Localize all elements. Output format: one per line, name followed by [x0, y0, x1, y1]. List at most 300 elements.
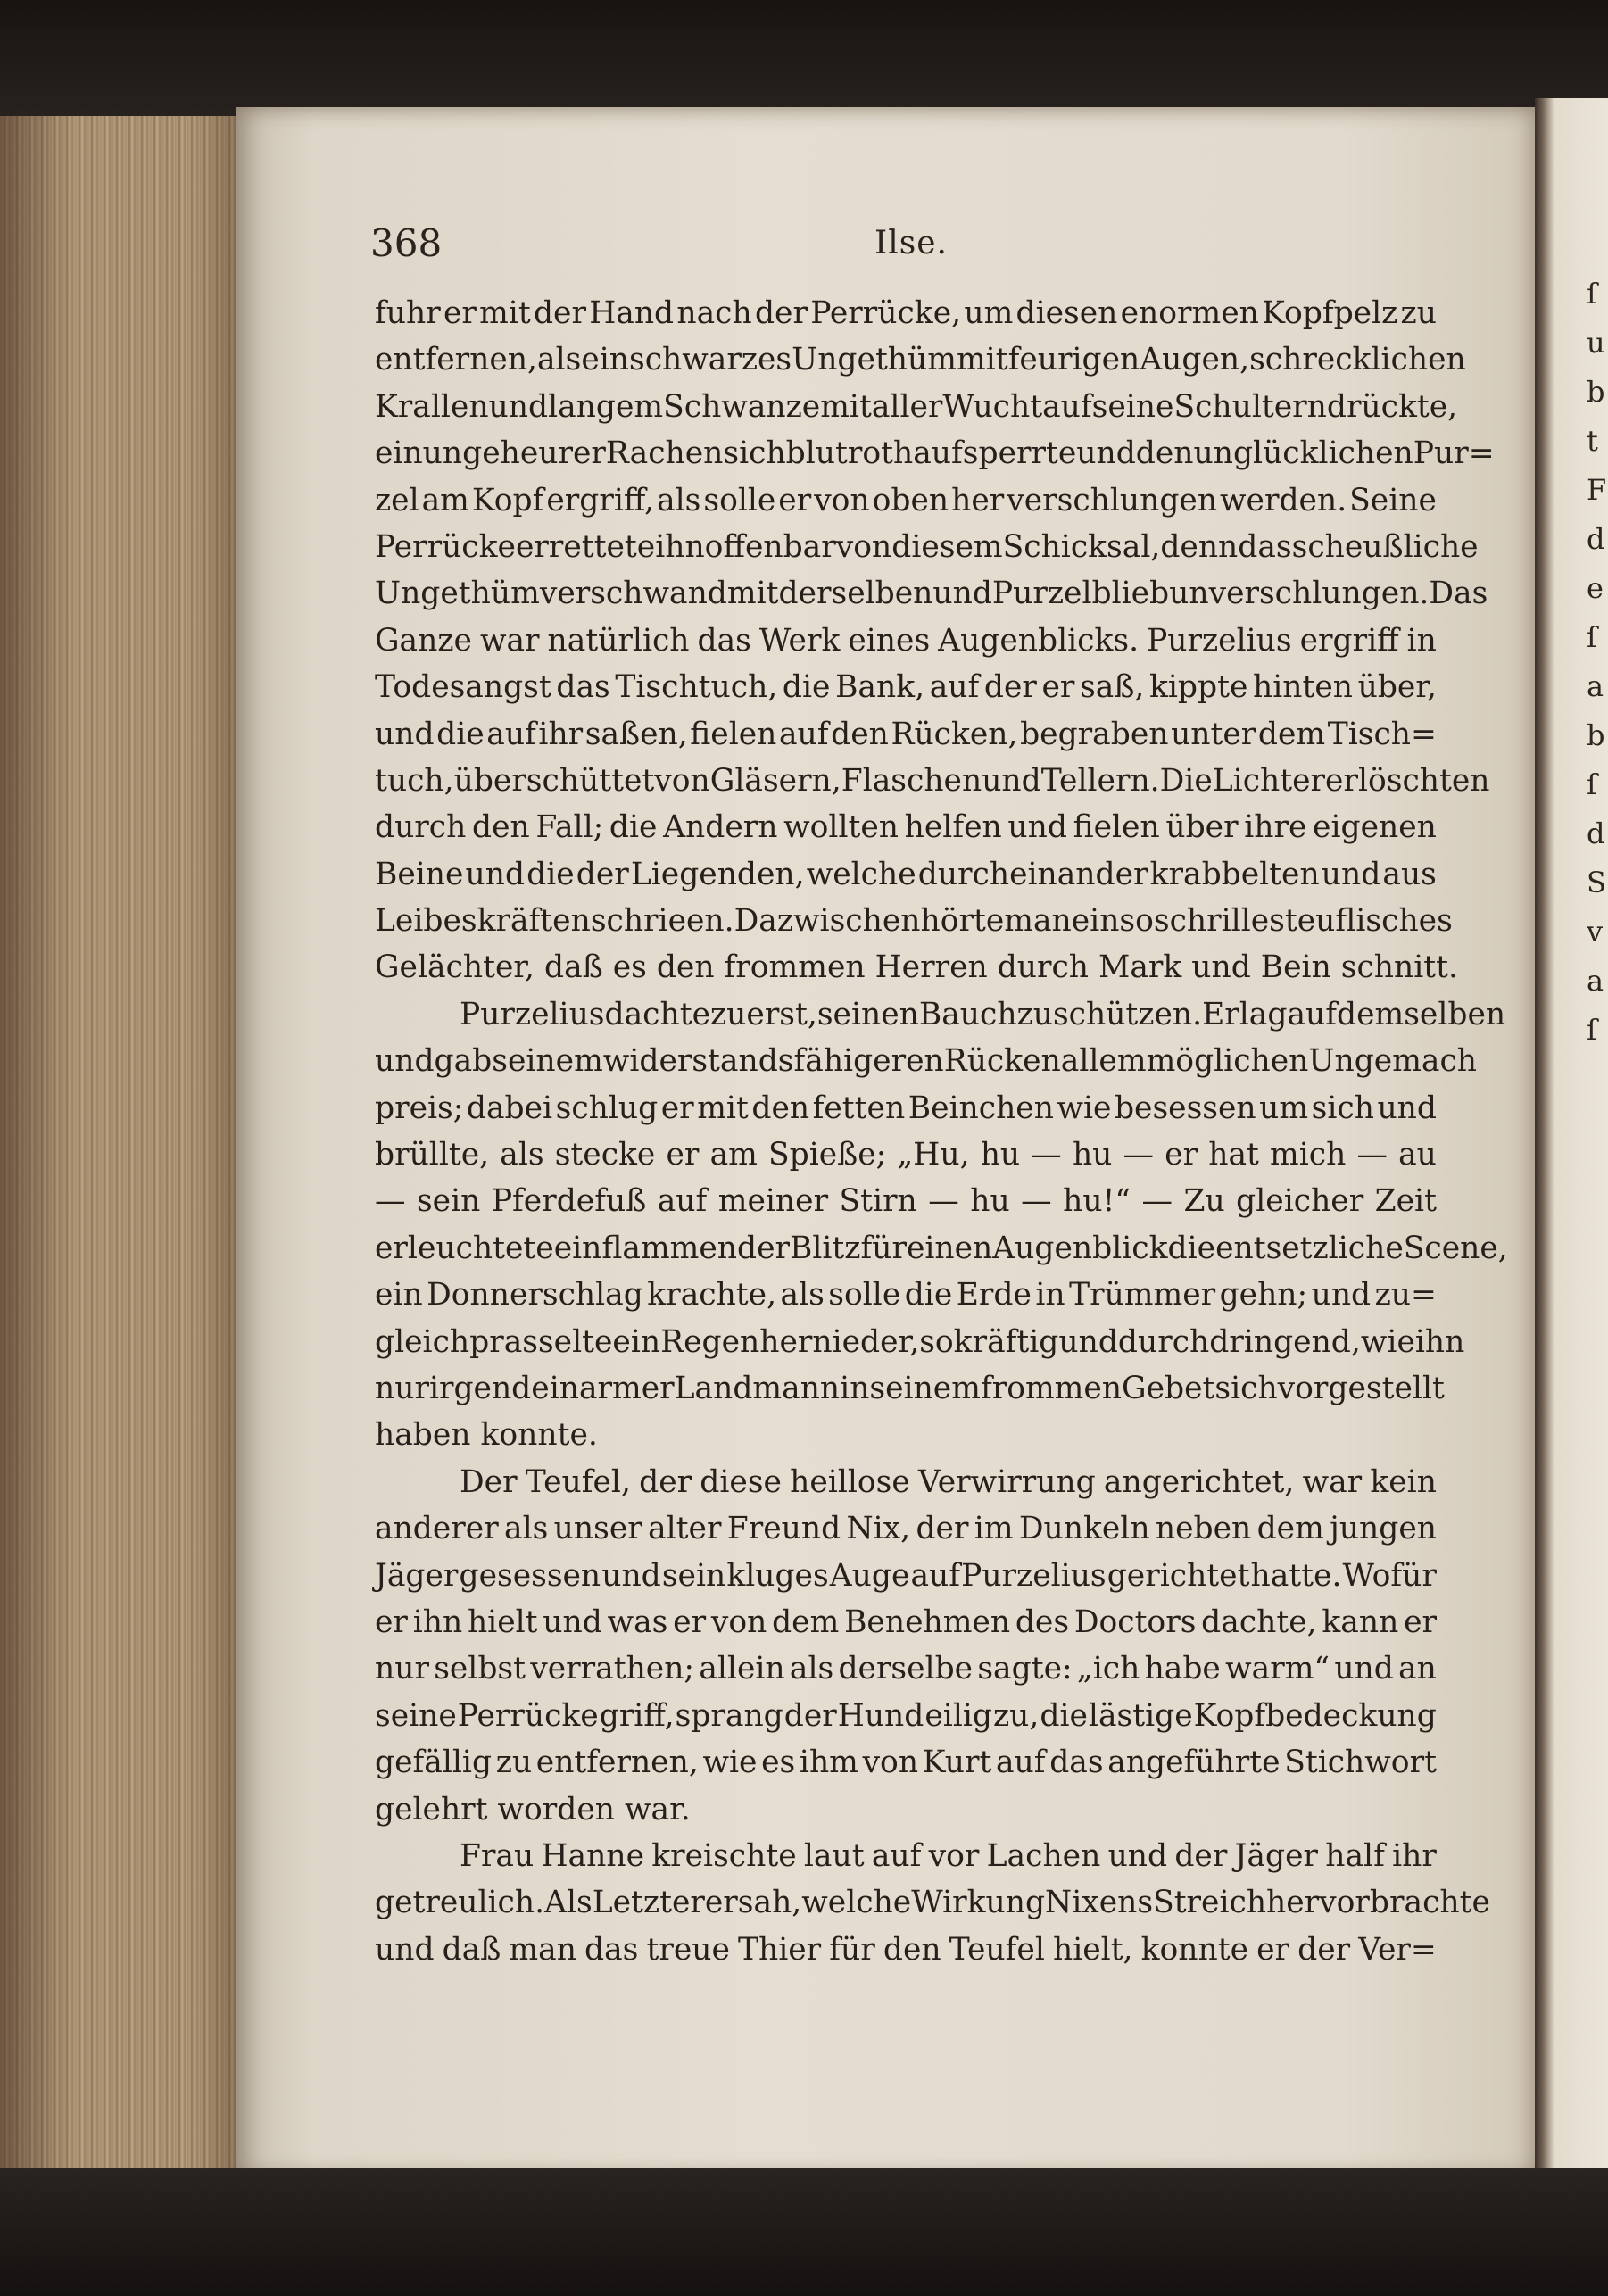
word: gab	[434, 1043, 493, 1080]
word: allein	[699, 1651, 785, 1687]
body-text	[375, 290, 1508, 1973]
word: gerichtet	[1107, 1557, 1250, 1594]
word: der	[754, 295, 808, 331]
word: Kurt	[922, 1745, 992, 1781]
word: er	[443, 295, 477, 331]
word: gesessen	[459, 1557, 601, 1594]
word: als	[657, 482, 701, 518]
word: Todesangst	[375, 669, 551, 706]
word: irgend	[428, 1370, 532, 1406]
word: Jäger	[1234, 1837, 1318, 1874]
word: im	[974, 1511, 1014, 1547]
word: seinem	[869, 1370, 981, 1406]
text-line	[375, 524, 1479, 570]
word: zu	[1400, 295, 1437, 331]
word: von	[814, 482, 870, 518]
word: und	[375, 1931, 435, 1968]
word: Streich	[1153, 1885, 1267, 1921]
word: Letzterer	[592, 1885, 738, 1921]
word: warm“	[1225, 1651, 1330, 1687]
word: Purzelius	[961, 1557, 1107, 1594]
word: Wucht	[942, 388, 1043, 425]
word: au	[1398, 1137, 1437, 1173]
word: helfen	[904, 809, 1002, 846]
word: es	[761, 1745, 796, 1781]
word: diesem	[891, 528, 1003, 565]
word: entsetzliche	[1215, 1230, 1404, 1266]
word: und	[375, 716, 435, 752]
word: armer	[578, 1370, 675, 1406]
word: um	[1259, 1090, 1309, 1126]
word: mit	[956, 342, 1008, 378]
word: mit	[479, 295, 531, 331]
text-line	[375, 1879, 1490, 1926]
text-line	[375, 664, 1437, 710]
word: Frau	[460, 1837, 535, 1874]
word: die	[609, 809, 658, 846]
word: er	[778, 482, 812, 518]
word: schlug	[555, 1090, 659, 1126]
text-line	[375, 898, 1453, 944]
word: in	[1406, 622, 1437, 659]
word: Tellern.	[1040, 762, 1160, 799]
word: Dunkeln	[1018, 1511, 1150, 1547]
word: mit	[820, 388, 872, 425]
word: griff,	[599, 1697, 675, 1734]
word: mit	[726, 576, 779, 612]
word: ein	[531, 1370, 579, 1406]
text-line	[375, 1739, 1437, 1786]
text-line	[375, 430, 1495, 477]
word: hernieder,	[759, 1323, 920, 1360]
word: Beinchen	[908, 1090, 1054, 1126]
word: Mark	[1098, 949, 1192, 986]
word: Bein	[1260, 949, 1341, 986]
word: den	[656, 949, 725, 986]
word: enormen	[1120, 295, 1259, 331]
word: Augen,	[1140, 342, 1250, 378]
word: Bank,	[835, 669, 925, 706]
word: die	[526, 856, 575, 892]
word: Der	[460, 1463, 518, 1500]
word: Augenblicks.	[938, 622, 1140, 659]
word: war	[1302, 1463, 1363, 1500]
word: neben	[1155, 1511, 1252, 1547]
word: Beine	[375, 856, 464, 892]
word: der	[916, 1511, 969, 1547]
word: und	[1007, 809, 1067, 846]
word: und	[1191, 949, 1261, 986]
word: hervorbrachte	[1266, 1885, 1490, 1921]
word: „Hu,	[897, 1137, 970, 1173]
text-line	[375, 1038, 1478, 1084]
word: schnitt.	[1340, 949, 1458, 986]
word: Rücken,	[891, 716, 1018, 752]
word: ein	[553, 1230, 602, 1266]
word: ergriff,	[546, 482, 655, 518]
facing-page-fragment: e	[1587, 571, 1604, 605]
word: in	[840, 1370, 870, 1406]
word: als	[789, 1651, 834, 1687]
word: schwarzes	[629, 342, 792, 378]
word: auf	[486, 716, 536, 752]
word: meiner	[717, 1183, 829, 1220]
word: auf	[778, 716, 829, 752]
word: Pferdefuß	[491, 1183, 647, 1220]
word: über,	[1357, 669, 1437, 706]
word: so	[919, 1323, 954, 1360]
word: er	[375, 1604, 408, 1640]
facing-page-fragment: b	[1587, 375, 1605, 409]
word: Hanne	[541, 1837, 644, 1874]
word: kein	[1370, 1463, 1437, 1500]
word: ihr	[538, 716, 584, 752]
word: Augenblick	[992, 1230, 1168, 1266]
word: über	[1165, 809, 1239, 846]
word: ihm	[799, 1745, 858, 1781]
word: des	[1015, 1604, 1070, 1640]
word: Seine	[1349, 482, 1437, 518]
word: unser	[553, 1511, 642, 1547]
word: zu	[1016, 996, 1053, 1032]
word: als	[500, 1137, 544, 1173]
facing-page-fragment: b	[1587, 718, 1605, 752]
word: in	[1035, 1277, 1065, 1314]
word: Zu	[1183, 1183, 1225, 1220]
word: schrecklichen	[1249, 342, 1466, 378]
word: treue	[646, 1931, 730, 1968]
text-line	[375, 711, 1437, 758]
text-line	[375, 1225, 1508, 1272]
word: gleicher	[1236, 1183, 1364, 1220]
word: Ver=	[1358, 1931, 1437, 1968]
word: besessen	[1114, 1090, 1256, 1126]
word: der	[639, 1463, 692, 1500]
word: an	[1398, 1651, 1437, 1687]
word: eigenen	[1313, 809, 1437, 846]
word: einen	[906, 1230, 993, 1266]
word: das	[697, 622, 751, 659]
word: war	[479, 622, 540, 659]
word: wollten	[783, 809, 899, 846]
word: Gläsern,	[709, 762, 841, 799]
word: der	[1297, 1931, 1351, 1968]
word: auf	[1287, 996, 1337, 1032]
word: welche	[801, 1885, 912, 1921]
word: er	[1041, 669, 1075, 706]
word: Leibeskräften	[375, 903, 591, 940]
word: sah,	[737, 1885, 802, 1921]
word: Purzelius	[460, 996, 605, 1032]
word: unter	[1171, 716, 1256, 752]
facing-page	[1535, 98, 1608, 2186]
word: auf	[871, 1837, 922, 1874]
word: die	[1167, 1230, 1216, 1266]
word: und	[1107, 1837, 1168, 1874]
word: angeführte	[1107, 1745, 1281, 1781]
word: dachte	[604, 996, 710, 1032]
text-line	[375, 1786, 1437, 1833]
word: oben	[872, 482, 949, 518]
word: ungeheurer	[422, 435, 606, 472]
word: sprang	[675, 1697, 783, 1734]
word: ihn	[655, 528, 705, 565]
word: Teufel,	[525, 1463, 631, 1500]
word: saßen,	[584, 716, 688, 752]
word: durcheinander	[917, 856, 1148, 892]
word: habe	[1144, 1651, 1221, 1687]
word: von	[710, 1604, 767, 1640]
word: Nixens	[1045, 1885, 1154, 1921]
text-line	[375, 1085, 1437, 1131]
word: errettete	[515, 528, 656, 565]
word: Landmann	[674, 1370, 841, 1406]
word: und	[1058, 1323, 1118, 1360]
word: krabbelten	[1149, 856, 1320, 892]
word: Scene,	[1403, 1230, 1508, 1266]
word: —	[1123, 1137, 1155, 1173]
word: worden	[497, 1791, 625, 1828]
text-line	[375, 851, 1437, 898]
word: daß	[544, 949, 613, 986]
word: und	[543, 1604, 602, 1640]
word: hu!“	[1063, 1183, 1131, 1220]
word: gleich	[375, 1323, 470, 1360]
word: von	[835, 528, 892, 565]
word: solle	[828, 1277, 901, 1314]
word: Regen	[660, 1323, 760, 1360]
text-line	[375, 1645, 1437, 1692]
word: prasselte	[469, 1323, 613, 1360]
word: Freund	[726, 1511, 841, 1547]
word: das	[556, 669, 610, 706]
word: Gelächter,	[375, 949, 545, 986]
facing-page-fragment: v	[1587, 915, 1604, 949]
facing-page-fragment: ſ	[1587, 277, 1597, 311]
word: durchdringend,	[1117, 1323, 1361, 1360]
word: verschlungen	[1007, 482, 1218, 518]
word: Thier	[738, 1931, 822, 1968]
word: hörte	[920, 903, 1005, 940]
word: das	[1238, 528, 1292, 565]
word: den	[831, 716, 889, 752]
word: Verwirrung	[917, 1463, 1096, 1500]
word: Schicksal,	[1002, 528, 1161, 565]
word: frommen	[980, 1370, 1123, 1406]
word: man	[1004, 903, 1072, 940]
word: Ungethüm	[792, 342, 957, 378]
word: Lachen	[986, 1837, 1101, 1874]
word: konnte	[1140, 1931, 1249, 1968]
text-line	[375, 290, 1437, 336]
text-line	[375, 618, 1437, 664]
word: lästige	[1088, 1697, 1193, 1734]
word: war.	[624, 1791, 691, 1828]
word: denn	[1160, 528, 1239, 565]
word: und	[932, 576, 992, 612]
word: Kopfbedeckung	[1193, 1697, 1437, 1734]
word: hielt	[467, 1604, 538, 1640]
word: Wofür	[1342, 1557, 1437, 1594]
text-line	[375, 1272, 1437, 1318]
word: derselben	[778, 576, 933, 612]
word: diese	[700, 1463, 782, 1500]
word: zu,	[992, 1697, 1040, 1734]
word: gehn;	[1219, 1277, 1308, 1314]
word: —	[375, 1183, 406, 1220]
word: Perrücke	[375, 528, 516, 565]
text-line	[375, 1178, 1437, 1224]
word: Stirn	[839, 1183, 917, 1220]
word: dachte,	[1201, 1604, 1317, 1640]
word: natürlich	[547, 622, 690, 659]
word: der	[783, 1697, 837, 1734]
word: haben	[375, 1417, 481, 1454]
text-line	[375, 944, 1458, 991]
word: nur	[375, 1651, 429, 1687]
word: seine	[375, 1697, 457, 1734]
word: möglichen	[1146, 1043, 1309, 1080]
facing-page-fragment: a	[1587, 669, 1604, 703]
word: Krallen	[375, 388, 489, 425]
word: ein	[375, 1277, 423, 1314]
word: derselbe	[838, 1651, 974, 1687]
word: als	[504, 1511, 549, 1547]
word: und	[1377, 1090, 1437, 1126]
word: —	[1031, 1137, 1062, 1173]
word: kann	[1322, 1604, 1399, 1640]
word: vorgestellt	[1277, 1370, 1445, 1406]
word: brüllte,	[375, 1137, 490, 1173]
word: Bauch	[918, 996, 1017, 1032]
word: Stichwort	[1284, 1745, 1437, 1781]
word: fetten	[812, 1090, 906, 1126]
text-line	[375, 1131, 1437, 1178]
word: sagte:	[977, 1651, 1073, 1687]
word: schrieen.	[590, 903, 734, 940]
word: aus	[1382, 856, 1437, 892]
word: schützen.	[1052, 996, 1203, 1032]
word: das	[1049, 1745, 1104, 1781]
word: heillose	[790, 1463, 910, 1500]
word: half	[1325, 1837, 1385, 1874]
word: den	[1135, 435, 1194, 472]
word: das	[584, 1931, 639, 1968]
word: Flaschen	[841, 762, 982, 799]
word: den	[472, 809, 530, 846]
word: wie	[1360, 1323, 1415, 1360]
word: kluges	[726, 1557, 829, 1594]
word: blutroth	[785, 435, 914, 472]
word: konnte.	[480, 1417, 598, 1454]
word: selbst	[434, 1651, 526, 1687]
word: und	[982, 762, 1041, 799]
text-line	[375, 804, 1437, 850]
word: als	[780, 1277, 825, 1314]
word: erlöschten	[1325, 762, 1490, 799]
word: kreischte	[651, 1837, 797, 1874]
word: —	[928, 1183, 959, 1220]
word: begraben	[1020, 716, 1169, 752]
word: gelehrt	[375, 1791, 498, 1828]
word: ein	[1071, 903, 1120, 940]
word: wie	[702, 1745, 758, 1781]
word: Schwanze	[663, 388, 821, 425]
text-line	[375, 336, 1466, 383]
word: fuhr	[375, 295, 441, 331]
word: lag	[1239, 996, 1288, 1032]
word: er	[666, 1137, 700, 1173]
word: kippte	[1148, 669, 1248, 706]
word: eilig	[924, 1697, 992, 1734]
word: vor	[928, 1837, 980, 1874]
book-page-edges	[0, 116, 241, 2186]
word: der	[1174, 1837, 1228, 1874]
text-line	[375, 1459, 1437, 1505]
word: ihre	[1244, 809, 1307, 846]
word: dem	[1257, 716, 1326, 752]
word: Tisch=	[1327, 716, 1437, 752]
word: zel	[375, 482, 419, 518]
word: für	[860, 1230, 907, 1266]
word: hinten	[1253, 669, 1353, 706]
word: und	[1311, 1277, 1372, 1314]
word: —	[1356, 1137, 1388, 1173]
word: krachte,	[647, 1277, 777, 1314]
text-line	[375, 1833, 1437, 1879]
word: aller	[871, 388, 943, 425]
word: durch	[997, 949, 1098, 986]
word: Dazwischen	[734, 903, 921, 940]
word: Herren	[874, 949, 998, 986]
word: Ganze	[375, 622, 472, 659]
word: auf	[657, 1183, 708, 1220]
page-number: 368	[370, 221, 443, 265]
word: Fall;	[535, 809, 604, 846]
word: widerstandsfähigeren	[602, 1043, 944, 1080]
word: zu	[495, 1745, 533, 1781]
word: her	[951, 482, 1005, 518]
word: Purzelius	[1147, 622, 1292, 659]
word: entfernen,	[375, 342, 538, 378]
word: hu	[980, 1137, 1021, 1173]
word: auf	[995, 1745, 1046, 1781]
word: dem	[772, 1604, 840, 1640]
word: Auge	[829, 1557, 910, 1594]
word: verrathen;	[530, 1651, 695, 1687]
word: es	[612, 949, 657, 986]
book-background-bottom	[0, 2168, 1608, 2296]
word: Perrücke	[457, 1697, 599, 1734]
facing-page-fragment: S	[1587, 866, 1606, 899]
word: Die	[1159, 762, 1213, 799]
word: Kopfpelz	[1262, 295, 1398, 331]
word: unverschlungen.	[1169, 576, 1430, 612]
word: solle	[703, 482, 776, 518]
facing-page-fragment: ſ	[1587, 767, 1597, 801]
word: entfernen,	[535, 1745, 699, 1781]
word: Liegenden,	[630, 856, 805, 892]
word: die	[782, 669, 831, 706]
word: um	[964, 295, 1014, 331]
word: Ungethüm	[375, 576, 540, 612]
word: hielt,	[1052, 1931, 1133, 1968]
word: Schultern	[1173, 388, 1327, 425]
word: unglücklichen	[1193, 435, 1413, 472]
word: jungen	[1330, 1511, 1437, 1547]
word: Andern	[663, 809, 778, 846]
word: der	[576, 856, 629, 892]
